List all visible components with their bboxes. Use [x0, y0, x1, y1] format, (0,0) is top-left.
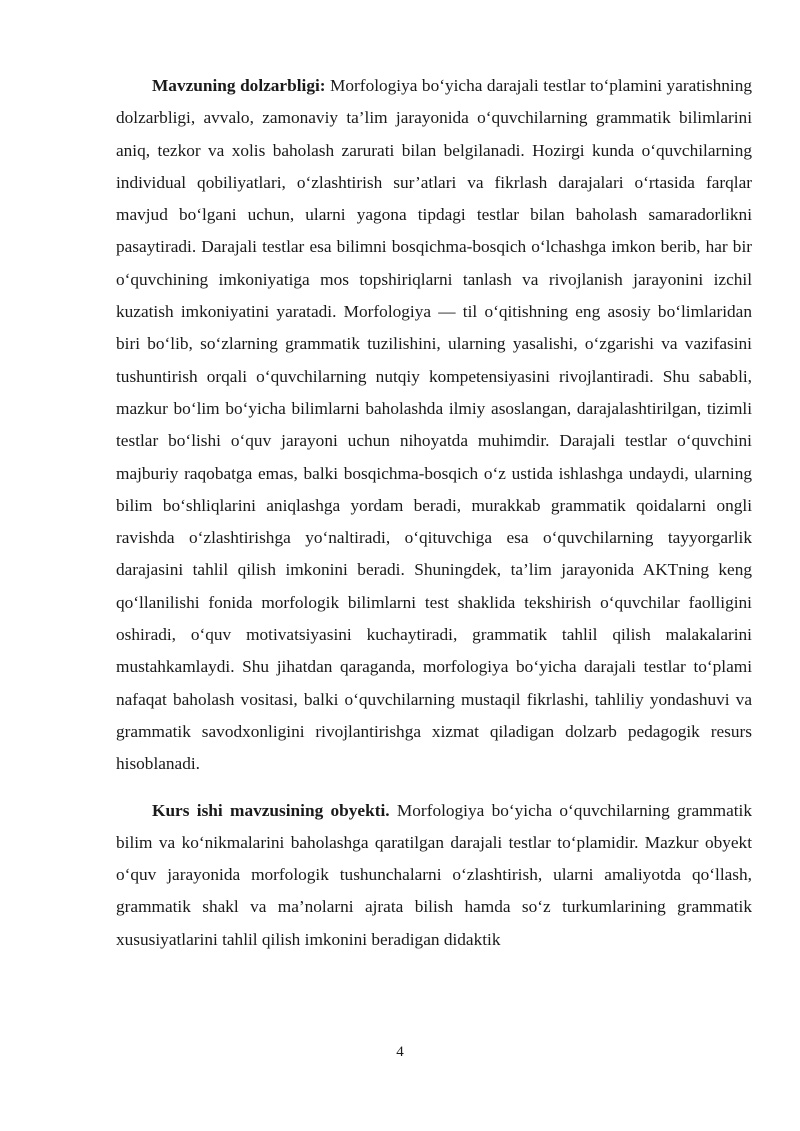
paragraph-text-object: Morfologiya bo‘yicha o‘quvchilarning grammatik bilim va ko‘nikmalarini baholashga qaratilgan darajali testlar to‘plamidir. Mazkur obyekt o‘quv jarayonida morfologik tushunchalarni o‘zlashtirish, ularni amaliyotda qo‘llash, grammatik shakl va ma’nolarni ajrata bilish hamda so‘z turkumlarining grammatik xususiyatlarini tahlil qilish imkonini beradigan didaktik	[116, 800, 752, 949]
paragraph-heading-relevance: Mavzuning dolzarbligi:	[152, 76, 326, 95]
page-number: 4	[396, 1044, 404, 1060]
paragraph-heading-object: Kurs ishi mavzusining obyekti.	[152, 800, 390, 820]
document-page-body	[116, 70, 752, 956]
paragraph-object	[116, 795, 752, 956]
paragraph-relevance	[116, 70, 752, 781]
paragraph-text-relevance: Morfologiya bo‘yicha darajali testlar to‘plamini yaratishning dolzarbligi, avvalo, zamonaviy ta’lim jarayonida o‘quvchilarning grammatik bilimlarini aniq, tezkor va xolis baholash zarurati bilan belgilanadi. Hozirgi kunda o‘quvchilarning individual qobiliyatlari, o‘zlashtirish sur’atlari va fikrlash darajalari o‘rtasida farqlar mavjud bo‘lgani uchun, ularni yagona tipdagi testlar bilan baholash samaradorlikni pasaytiradi. Darajali testlar esa bilimni bosqichma-bosqich o‘lchashga imkon berib, har bir o‘quvchining imkoniyatiga mos topshiriqlarni tanlash va rivojlanish jarayonini izchil kuzatish imkoniyatini yaratadi. Morfologiya — til o‘qitishning eng asosiy bo‘limlaridan biri bo‘lib, so‘zlarning grammatik tuzilishini, ularning yasalishi, o‘zgarishi va vazifasini tushuntirish orqali o‘quvchilarning nutqiy kompetensiyasini rivojlantiradi. Shu sababli, mazkur bo‘lim bo‘yicha bilimlarni baholashda ilmiy asoslangan, darajalashtirilgan, tizimli testlar bo‘lishi o‘quv jarayoni uchun nihoyatda muhimdir. Darajali testlar o‘quvchini majburiy raqobatga emas, balki bosqichma-bosqich o‘z ustida ishlashga undaydi, ularning bilim bo‘shliqlarini aniqlashga yordam beradi, murakkab grammatik qoidalarni ongli ravishda o‘zlashtirishga yo‘naltiradi, o‘qituvchiga esa o‘quvchilarning tayyorgarlik darajasini tahlil qilish imkonini beradi. Shuningdek, ta’lim jarayonida AKTning keng qo‘llanilishi fonida morfologik bilimlarni test shaklida tekshirish o‘quvchilar faolligini oshiradi, o‘quv motivatsiyasini kuchaytiradi, grammatik tahlil qilish malakalarini mustahkamlaydi. Shu jihatdan qaraganda, morfologiya bo‘yicha darajali testlar to‘plami nafaqat baholash vositasi, balki o‘quvchilarning mustaqil fikrlashi, tahliliy yondashuvi va grammatik savodxonligini rivojlantirishga xizmat qiladigan dolzarb pedagogik resurs hisoblanadi.	[116, 76, 752, 774]
